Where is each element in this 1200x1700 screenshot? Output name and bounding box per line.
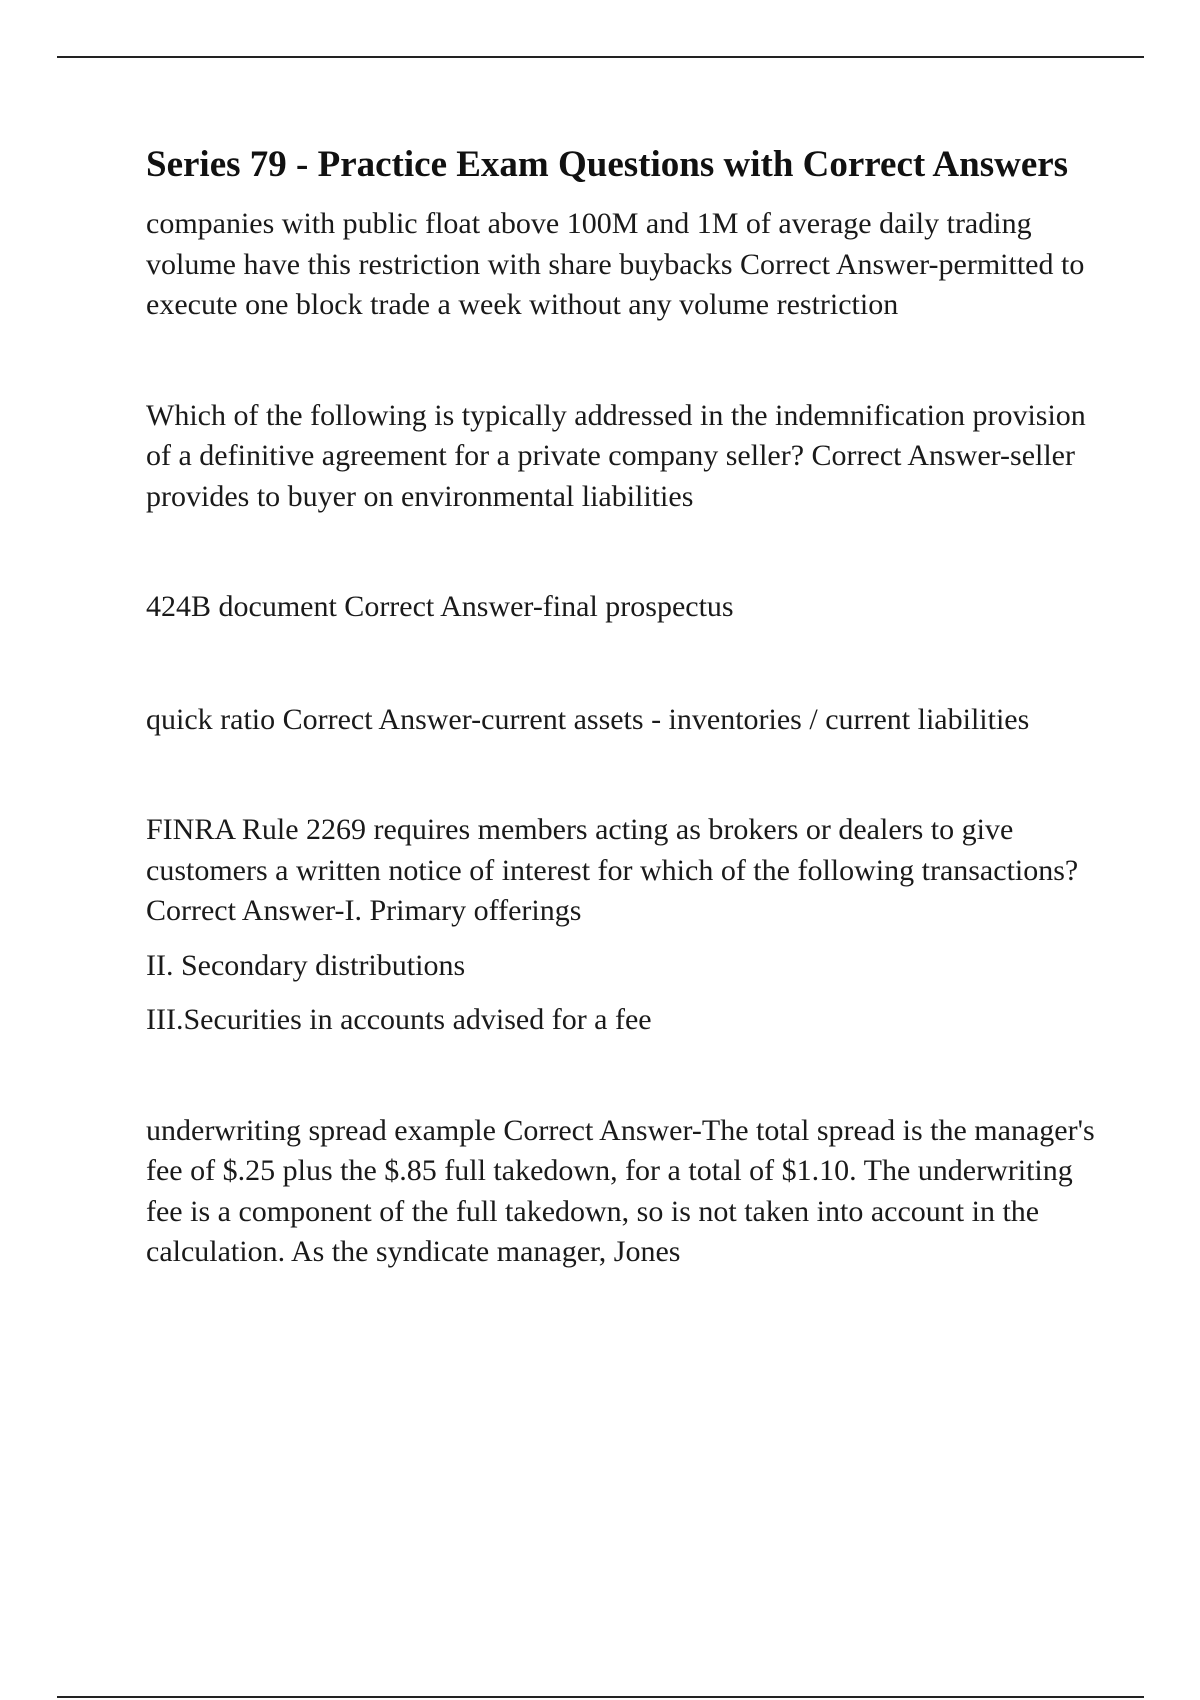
finra-subline-advised-accounts: III.Securities in accounts advised for a fee [146, 1003, 652, 1036]
document-title: Series 79 - Practice Exam Questions with Correct Answers [146, 144, 1069, 185]
finra-subline-secondary: II. Secondary distributions [146, 948, 466, 982]
document-body [146, 140, 1106, 1273]
qa-item-underwriting-spread: underwriting spread example Correct Answer-The total spread is the manager's fee of $.25 plus the $.85 full takedown, for a total of $1.10. The underwriting fee is a component of the full takedown, so is not taken into account in the calculation. As the syndicate manager, Jones [146, 1113, 1095, 1268]
qa-item-424b: 424B document Correct Answer-final prospectus [146, 590, 734, 623]
qa-item-indemnification: Which of the following is typically addressed in the indemnification provision of a definitive agreement for a private company seller? Correct Answer-seller provides to buyer on environmental liabilities [146, 398, 1086, 513]
footer-rule [57, 1696, 1144, 1698]
qa-item-finra-2269: FINRA Rule 2269 requires members acting as brokers or dealers to give customers a written notice of interest for which of the following transactions? Correct Answer-I. Primary offerings [146, 813, 1079, 927]
qa-item-quick-ratio: quick ratio Correct Answer-current assets - inventories / current liabilities [146, 702, 1030, 736]
header-rule [57, 56, 1144, 58]
qa-item-buybacks: companies with public float above 100M and 1M of average daily trading volume have this restriction with share buybacks Correct Answer-permitted to execute one block trade a week without any volume restriction [146, 207, 1085, 321]
